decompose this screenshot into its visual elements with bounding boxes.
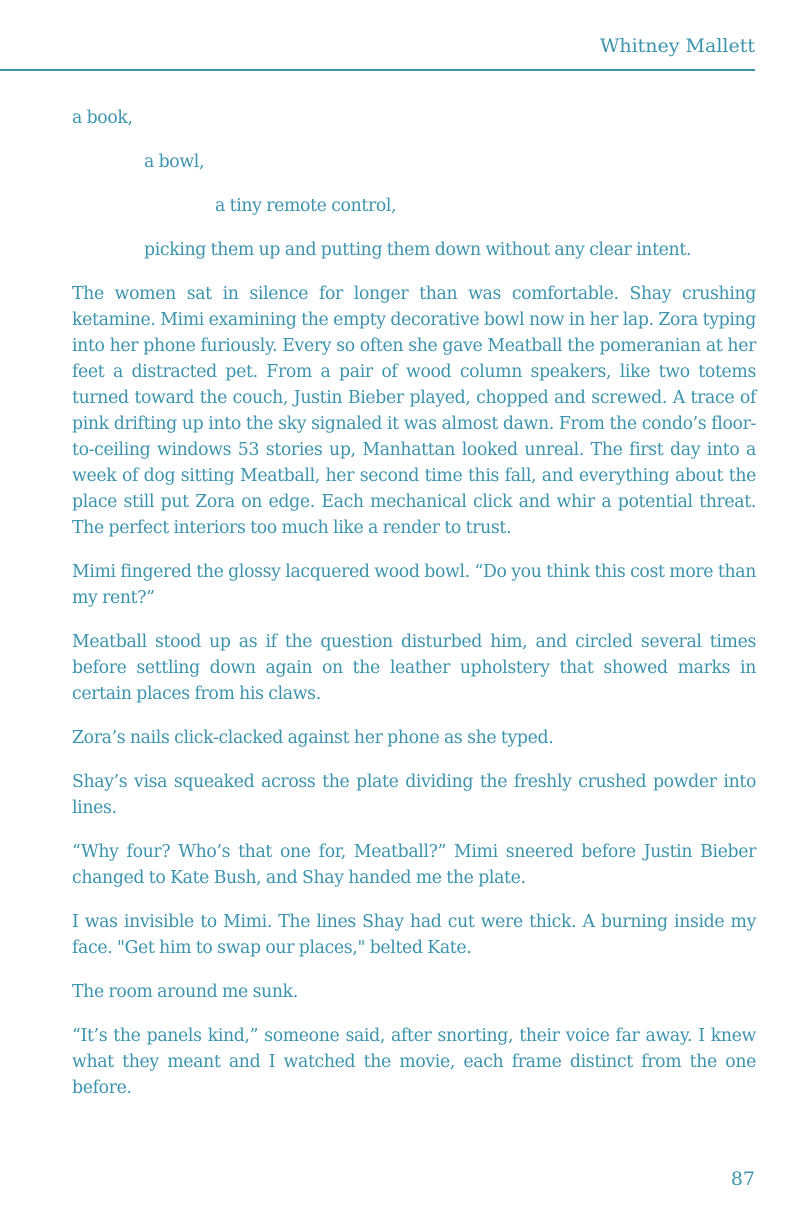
verse-line-2: a bowl,: [144, 152, 205, 172]
paragraph-panels: “It’s the panels kind,” someone said, after snorting, their voice far away. I knew what they meant and I watched the movie, each frame distinct from the one before.: [72, 1026, 756, 1098]
paragraph-silence: The women sat in silence for longer than was comfortable. Shay crushing ketamine. Mimi examining the empty decorative bowl now in her lap. Zora typing into her phone furiously. Every so often she gave Meatball the pomeranian at her feet a distracted pet. From a pair of wood column speakers, like two totems turned toward the couch, Justin Bieber played, chopped and screwed. A trace of pink drifting up into the sky signaled it was almost dawn. From the condo’s floor-to-ceiling windows 53 stories up, Manhattan looked unreal. The first day into a week of dog sitting Meatball, her second time this fall, and everything about the place still put Zora on edge. Each mechanical click and whir a potential threat. The perfect interiors too much like a render to trust.: [72, 284, 756, 538]
verse-line-3: a tiny remote control,: [215, 196, 397, 216]
paragraph-zora-nails: Zora’s nails click-clacked against her phone as she typed.: [72, 728, 554, 748]
paragraph-invisible: I was invisible to Mimi. The lines Shay had cut were thick. A burning inside my face. "Get him to swap our places," belted Kate.: [72, 912, 756, 958]
header-rule: [0, 69, 755, 71]
paragraph-room-sunk: The room around me sunk.: [72, 982, 298, 1002]
verse-line-4: picking them up and putting them down without any clear intent.: [144, 240, 692, 260]
verse-line-1: a book,: [72, 108, 133, 128]
paragraph-shay-visa: Shay’s visa squeaked across the plate dividing the freshly crushed powder into lines.: [72, 772, 756, 818]
paragraph-meatball: Meatball stood up as if the question disturbed him, and circled several times before settling down again on the leather upholstery that showed marks in certain places from his claws.: [72, 632, 756, 704]
running-head-author: Whitney Mallett: [599, 35, 755, 57]
page-body: [72, 105, 756, 1101]
paragraph-bowl-question: Mimi fingered the glossy lacquered wood bowl. “Do you think this cost more than my rent?”: [72, 562, 756, 608]
page-number: 87: [730, 1168, 755, 1190]
paragraph-why-four: “Why four? Who’s that one for, Meatball?” Mimi sneered before Justin Bieber changed to Kate Bush, and Shay handed me the plate.: [72, 842, 756, 888]
